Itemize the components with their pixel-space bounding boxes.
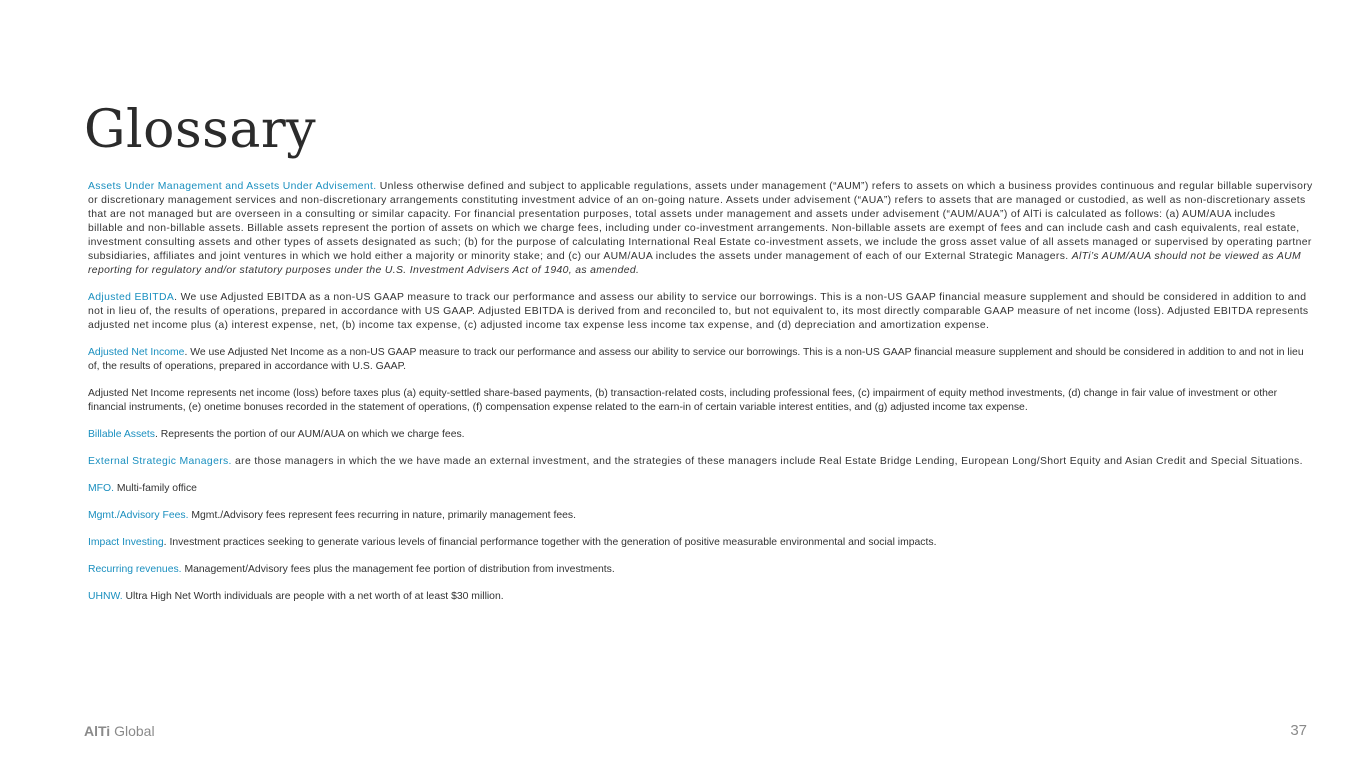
glossary-entry-adjusted-net-income — [88, 346, 1313, 374]
glossary-definition: . We use Adjusted Net Income as a non-US GAAP measure to track our performance and assess our ability to service our borrowings. This is a non-US GAAP financial measure supplement and should be considered in addition to and not in lieu of, the results of operations, prepared in accordance with U.S. GAAP. — [88, 347, 1304, 372]
glossary-term: Assets Under Management and Assets Under Advisement. — [88, 181, 377, 192]
glossary-entry-adjusted-ebitda — [88, 291, 1313, 333]
glossary-entry-aum — [88, 180, 1313, 278]
glossary-definition: Management/Advisory fees plus the management fee portion of distribution from investments. — [181, 564, 615, 575]
glossary-definition: Unless otherwise defined and subject to applicable regulations, assets under management (“AUM”) refers to assets on which a business provides continuous and regular billable supervisory or discretionary management services and non-discretionary arrangements constituting investment advice of an on-going nature. Assets under advisement (“AUA”) refers to assets that are managed or custodied, as well as non-discretionary assets that are not managed but are overseen in a consulting or similar capacity. For financial presentation purposes, total assets under management and assets under advisement (“AUM/AUA”) of AlTi is calculated as follows: (a) AUM/AUA includes billable and non-billable assets. Billable assets represent the portion of assets on which we charge fees, including under co-investment arrangements. Non-billable assets are exempt of fees and can include cash and cash equivalents, real estate, investment consulting assets and other types of assets designated as such; (b) for the purpose of calculating International Real Estate co-investment assets, we include the gross asset value of all assets managed or supervised by operating partner subsidiaries, affiliates and joint ventures in which we hold either a majority or minority stake; and (c) our AUM/AUA includes the assets under management of each of our External Strategic Managers. — [88, 181, 1313, 262]
glossary-definition: . Represents the portion of our AUM/AUA on which we charge fees. — [155, 429, 465, 440]
page-number: 37 — [1290, 722, 1307, 739]
glossary-entry-mfo — [88, 482, 1313, 496]
glossary-term: Mgmt./Advisory Fees. — [88, 510, 189, 521]
glossary-term: Billable Assets — [88, 429, 155, 440]
glossary-entry-external-strategic-managers — [88, 455, 1313, 469]
glossary-entry-mgmt-advisory-fees — [88, 509, 1313, 523]
glossary-disclaimer: AlTi’s AUM/AUA should not be viewed as AUM reporting for regulatory and/or statutory purposes under the U.S. Investment Advisers Act of 1940, as amended. — [88, 251, 1301, 276]
glossary-definition: Adjusted Net Income represents net income (loss) before taxes plus (a) equity-settled share-based payments, (b) transaction-related costs, including professional fees, (c) impairment of equity method investments, (d) change in fair value of investment or other financial instruments, (e) onetime bonuses recorded in the statement of operations, (f) compensation expense related to the earn-in of certain variable interest entities, and (g) adjusted income tax expense. — [88, 388, 1278, 413]
glossary-term: External Strategic Managers. — [88, 456, 232, 467]
glossary-term: Adjusted Net Income — [88, 347, 185, 358]
glossary-term: Recurring revenues. — [88, 564, 182, 575]
glossary-definition: Multi-family office — [113, 483, 197, 494]
logo-text: Global — [110, 723, 155, 739]
company-logo — [84, 723, 155, 739]
glossary-content — [88, 180, 1313, 617]
glossary-term: Adjusted EBITDA — [88, 292, 175, 303]
glossary-term: UHNW. — [88, 591, 123, 602]
glossary-entry-recurring-revenues — [88, 563, 1313, 577]
glossary-definition: Mgmt./Advisory fees represent fees recurring in nature, primarily management fees. — [188, 510, 576, 521]
glossary-entry-impact-investing — [88, 536, 1313, 550]
glossary-term: Impact Investing — [88, 537, 164, 548]
glossary-entry-billable-assets — [88, 428, 1313, 442]
glossary-entry-adjusted-net-income-detail — [88, 387, 1313, 415]
page-title: Glossary — [84, 100, 317, 160]
glossary-definition: Ultra High Net Worth individuals are people with a net worth of at least $30 million. — [122, 591, 504, 602]
glossary-definition: . Investment practices seeking to generate various levels of financial performance together with the generation of positive measurable environmental and social impacts. — [163, 537, 937, 548]
glossary-entry-uhnw — [88, 590, 1313, 604]
glossary-definition: . We use Adjusted EBITDA as a non-US GAAP measure to track our performance and assess our ability to service our borrowings. This is a non-US GAAP financial measure supplement and should be considered in addition to and not in lieu of, the results of operations, prepared in accordance with US GAAP. Adjusted EBITDA is derived from and reconciled to, but not equivalent to, its most directly comparable GAAP measure of net income (loss). Adjusted EBITDA represents adjusted net income plus (a) interest expense, net, (b) income tax expense, (c) adjusted income tax expense less income tax expense, and (d) depreciation and amortization expense. — [88, 292, 1309, 331]
logo-mark: AlTi — [84, 723, 111, 739]
glossary-definition: are those managers in which the we have made an external investment, and the strategies of these managers include Real Estate Bridge Lending, European Long/Short Equity and Asian Credit and Special Situations. — [231, 456, 1303, 467]
glossary-term: MFO. — [88, 483, 114, 494]
